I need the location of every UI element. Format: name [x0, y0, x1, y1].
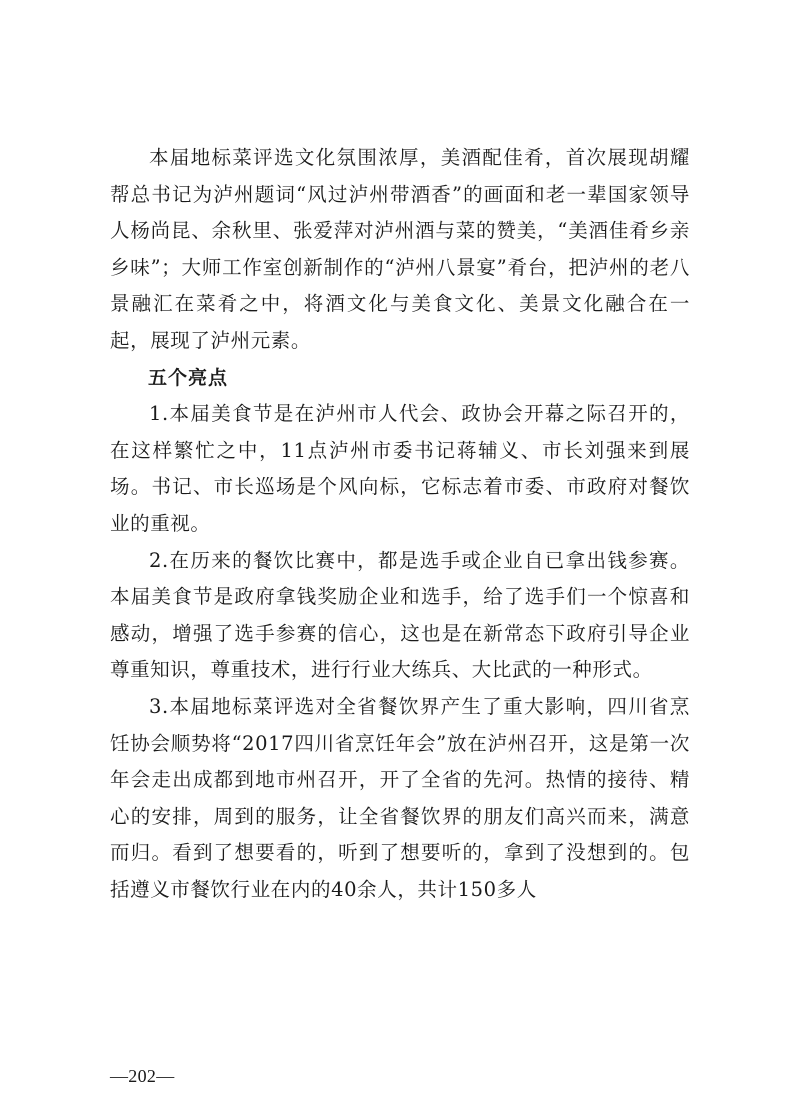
- intro-paragraph: 本届地标菜评选文化氛围浓厚，美酒配佳肴，首次展现胡耀帮总书记为泸州题词“风过泸州带酒香”的画面和老一辈国家领导人杨尚昆、余秋里、张爱萍对泸州酒与菜的赞美，“美酒佳肴乡亲乡味”；大师工作室创新制作的“泸州八景宴”肴台，把泸州的老八景融汇在菜肴之中，将酒文化与美食文化、美景文化融合在一起，展现了泸州元素。: [110, 146, 690, 352]
- point-paragraph-3: 3.本届地标菜评选对全省餐饮界产生了重大影响，四川省烹饪协会顺势将“2017四川省烹饪年会”放在泸州召开，这是第一次年会走出成都到地市州召开，开了全省的先河。热情的接待、精心的安排，周到的服务，让全省餐饮界的朋友们高兴而来，满意而归。看到了想要看的，听到了想要听的，拿到了没想到的。包括遵义市餐饮行业在内的40余人，共计150多人: [110, 694, 690, 901]
- point-paragraph-2: 2.在历来的餐饮比赛中，都是选手或企业自已拿出钱参赛。本届美食节是政府拿钱奖励企业和选手，给了选手们一个惊喜和感动，增强了选手参赛的信心，这也是在新常态下政府引导企业尊重知识，尊重技术，进行行业大练兵、大比武的一种形式。: [110, 548, 690, 682]
- page-number: —202—: [110, 1066, 175, 1086]
- section-heading: 五个亮点: [148, 366, 229, 389]
- point-paragraph-1: 1.本届美食节是在泸州市人代会、政协会开幕之际召开的，在这样繁忙之中，11点泸州市委书记蒋辅义、市长刘强来到展场。书记、市长巡场是个风向标，它标志着市委、市政府对餐饮业的重视。: [110, 402, 690, 535]
- page-body: [110, 140, 690, 908]
